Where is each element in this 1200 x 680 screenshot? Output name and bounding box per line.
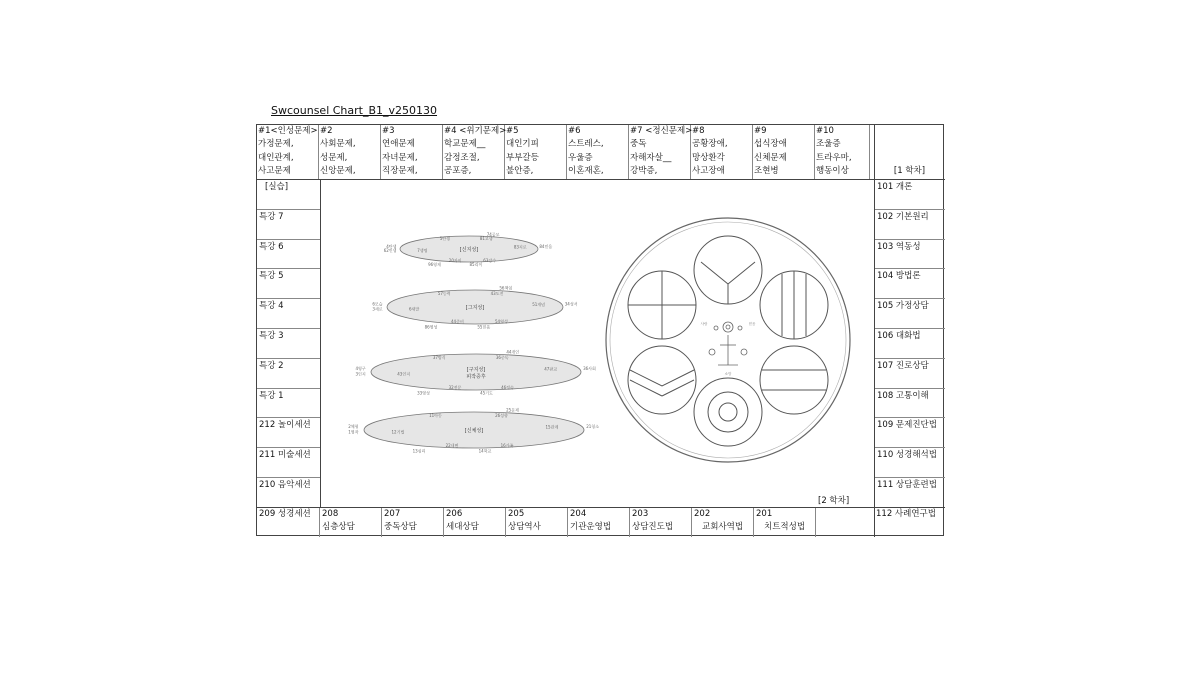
top-cell-line: 연애문제 xyxy=(382,139,415,150)
ellipse-tag: 4탄생 xyxy=(386,244,397,250)
ellipse-tag: 2체형 xyxy=(348,424,359,430)
ellipse-tag: 47판교 xyxy=(544,366,558,372)
ellipse-tag: 43도전 xyxy=(490,290,504,296)
top-cell-line: 자녀문제, xyxy=(382,152,418,163)
bottom-cell xyxy=(382,508,444,537)
top-cell-line: 사고문제 xyxy=(258,165,291,176)
bottom-cell-line: 205 xyxy=(508,509,525,519)
ellipse-label: [신체성] xyxy=(464,428,484,434)
ellipse-tag: 12기법 xyxy=(391,429,405,435)
ellipse-group xyxy=(348,231,599,454)
big-circle-diagram xyxy=(606,218,850,462)
top-cell-line: 신체문제 xyxy=(754,152,787,163)
left-cell: 특강 4 xyxy=(257,299,320,329)
bottom-cell-line: 204 xyxy=(570,509,587,519)
top-cell-line: #3 xyxy=(382,126,395,136)
ellipse-tag: 3새로 xyxy=(372,306,383,312)
bottom-cell-line: 상담진도법 xyxy=(632,522,674,532)
top-cell xyxy=(567,125,629,179)
right-cell: 102 기본원리 xyxy=(875,210,945,240)
ellipse-tag: 16가족 xyxy=(500,443,514,449)
left-cell: 특강 3 xyxy=(257,329,320,359)
right-cell: 111 상담훈련법 xyxy=(875,478,945,508)
ellipse-tag: 54영성 xyxy=(494,319,508,325)
ellipse-tag: 46정숙 xyxy=(501,385,514,391)
ellipse-tag: 55믿음 xyxy=(477,324,491,330)
top-cell-line: #9 xyxy=(754,126,767,136)
top-cell-line: #5 xyxy=(506,126,519,136)
right-cell: 108 고통이해 xyxy=(875,389,945,419)
ellipse-label: [그지성] xyxy=(465,305,485,311)
top-cell-line: 불안증, xyxy=(506,165,534,176)
ellipse-tag: 14학교 xyxy=(478,448,492,454)
small-circle-lower-left xyxy=(628,346,696,414)
right-cell: 107 진로상담 xyxy=(875,359,945,389)
right-cell: 110 성경해석법 xyxy=(875,448,945,478)
ellipse-tag: 13심리 xyxy=(412,448,426,454)
top-cell-line: #1<인성문제> xyxy=(258,126,318,136)
ellipse-tag: 5탄생 xyxy=(439,236,450,242)
bottom-cell-line: [2 학차] xyxy=(818,496,850,506)
ellipse-tag: 4영구 xyxy=(355,366,366,372)
left-cell: [실습] xyxy=(257,180,320,210)
bottom-cell-line: 203 xyxy=(632,509,649,519)
top-cell-line: #6 xyxy=(568,126,581,136)
corner-label: [1 학차] xyxy=(893,166,926,176)
right-cell: 101 개론 xyxy=(875,180,945,210)
top-cell-line: 트라우마, xyxy=(816,152,852,163)
top-cell-line: 가정문제, xyxy=(258,139,294,150)
ellipse-tag: 20자이 xyxy=(448,257,462,263)
ellipse-block xyxy=(384,231,553,267)
ellipse-tag: 43인지 xyxy=(397,371,411,377)
right-cell: 106 대화법 xyxy=(875,329,945,359)
ellipse-tag: 36중독 xyxy=(495,354,509,360)
ellipse-tag: 6모습 xyxy=(372,301,383,307)
center-cluster-label: 사랑 xyxy=(700,322,708,326)
center-diagram xyxy=(320,180,874,507)
top-cell-line: 섭식장애 xyxy=(754,139,787,150)
bottom-cell-line: 201 xyxy=(756,509,773,519)
top-cell-line: 공포증, xyxy=(444,165,472,176)
top-cell-line: 사회문제, xyxy=(320,139,356,150)
ellipse-block xyxy=(372,285,577,330)
ellipse-tag: 11아동 xyxy=(429,412,442,418)
bottom-cell-line: 206 xyxy=(446,509,463,519)
ellipse-block xyxy=(348,406,599,453)
top-cell xyxy=(443,125,505,179)
left-cell: 210 음악세션 xyxy=(257,478,320,508)
center-cross-icon xyxy=(709,322,747,365)
top-cell xyxy=(815,125,870,179)
ellipse-tag: 26성향 xyxy=(495,412,508,418)
bottom-cell xyxy=(816,496,874,537)
top-cell-line: 우울증 xyxy=(568,152,593,163)
top-cell xyxy=(381,125,443,179)
top-cell-line: 스트레스, xyxy=(568,139,604,150)
chart-title: Swcounsel Chart_B1_v250130 xyxy=(271,104,438,117)
bottom-cell-line: 207 xyxy=(384,509,401,519)
bottom-cell-line: 교회사역법 xyxy=(702,522,744,532)
top-cell xyxy=(629,125,691,179)
ellipse-tag: 34성서 xyxy=(564,301,578,307)
bottom-cell-line: 치트적성법 xyxy=(764,522,806,532)
bottom-cell-line: 208 xyxy=(322,509,339,519)
bottom-cell-line: 심층상담 xyxy=(322,522,355,532)
ellipse-block xyxy=(355,348,596,395)
bottom-cell-line: 중독상담 xyxy=(384,522,417,532)
small-circle-upper-right xyxy=(760,271,828,339)
top-cell-line: 직장문제, xyxy=(382,165,418,176)
ellipse-tag: 56책임 xyxy=(499,285,513,291)
top-cell-line: 강박증, xyxy=(630,165,658,176)
ellipse-tag: 62인생 xyxy=(383,248,397,254)
small-circle-upper-left xyxy=(628,271,696,339)
footer-divider xyxy=(257,507,945,508)
bottom-cell xyxy=(754,508,816,537)
ellipse-tag: 63장수 xyxy=(483,257,497,263)
ellipse-tag: 1영작 xyxy=(348,429,359,435)
left-cell: 특강 2 xyxy=(257,359,320,389)
top-cell-line: 행동이상 xyxy=(816,165,849,176)
left-cell: 특강 7 xyxy=(257,210,320,240)
top-cell xyxy=(319,125,381,179)
small-circle-lower-right xyxy=(760,346,828,414)
bottom-cell xyxy=(568,508,630,537)
ellipse-tag: 81고생 xyxy=(479,236,493,242)
top-cell-line: 공황장애, xyxy=(692,139,728,150)
right-cell: 105 가정상담 xyxy=(875,299,945,329)
ellipse-tag: 22내면 xyxy=(445,443,459,449)
top-cell-line: #8 xyxy=(692,126,705,136)
top-cell-line: 대인기피 xyxy=(506,139,539,150)
bottom-cell xyxy=(630,508,692,537)
right-cell: 109 문제진단법 xyxy=(875,418,945,448)
top-cell-line: 감정조절, xyxy=(444,152,480,163)
ellipse-sublabel: 피작증후 xyxy=(466,374,486,380)
ellipse-tag: 85리이 xyxy=(469,261,483,267)
ellipse-tag: 25문제 xyxy=(506,407,519,413)
left-cell: 특강 1 xyxy=(257,389,320,419)
top-cell-line: 사고장애 xyxy=(692,165,725,176)
top-cell-line: 대인관계, xyxy=(258,152,294,163)
ellipse-tag: 15관계 xyxy=(545,424,559,430)
ellipse-label: [신지성] xyxy=(459,247,479,253)
bottom-left-cell: 209 성경세션 xyxy=(257,507,320,537)
right-divider xyxy=(874,125,875,537)
top-cell-line: 부부갈등 xyxy=(506,152,539,163)
small-circle-top xyxy=(694,236,762,304)
small-circle-bottom xyxy=(694,378,762,446)
top-cell-line: 신앙문제, xyxy=(320,165,356,176)
ellipse-tag: 3인지 xyxy=(355,371,366,377)
top-cell-line: 조현병 xyxy=(754,165,779,176)
ellipse-tag: 44개인 xyxy=(506,349,520,355)
top-cell-line: 이혼재혼, xyxy=(568,165,604,176)
top-cell-line: #4 <위기문제> xyxy=(444,126,507,136)
left-cell: 특강 5 xyxy=(257,269,320,299)
center-cluster-label: 믿음 xyxy=(748,322,756,326)
ellipse-label: [구지성] xyxy=(466,367,486,373)
left-cell: 특강 6 xyxy=(257,240,320,270)
center-cluster-label: 소망 xyxy=(724,372,732,376)
ellipse-tag: 6새말 xyxy=(409,306,420,312)
ellipse-tag: 36사회 xyxy=(583,366,596,372)
bottom-cell-line: 기관운영법 xyxy=(570,522,612,532)
top-cell xyxy=(691,125,753,179)
left-cell: 212 놀이세션 xyxy=(257,418,320,448)
bottom-cell xyxy=(320,508,382,537)
ellipse-tag: 44준비 xyxy=(450,319,464,325)
top-cell-line: 학교문제__ xyxy=(444,139,486,150)
right-cell: 104 방법론 xyxy=(875,269,945,299)
ellipse-tag: 83지로 xyxy=(513,244,527,250)
top-cell-line: #7 <정신문제> xyxy=(630,126,693,136)
curriculum-chart xyxy=(256,124,944,536)
top-cell-line: #2 xyxy=(320,126,333,136)
bottom-cell xyxy=(444,508,506,537)
ellipse-tag: 7생명 xyxy=(417,248,428,254)
top-cell-line: 망상환각 xyxy=(692,152,725,163)
left-cell: 211 미술세션 xyxy=(257,448,320,478)
top-cell xyxy=(753,125,815,179)
ellipse-tag: 86영성 xyxy=(424,324,438,330)
bottom-cell-line: 세대상담 xyxy=(446,522,479,532)
top-cell-line: 자해자살__ xyxy=(630,152,672,163)
bottom-cell xyxy=(692,508,754,537)
ellipse-tag: 21청소 xyxy=(586,424,600,430)
ellipse-tag: 51개념 xyxy=(532,301,546,307)
top-cell-line: 조울증 xyxy=(816,139,841,150)
bottom-cell-line: 202 xyxy=(694,509,711,519)
ellipse-tag: 33영성 xyxy=(417,390,430,396)
top-cell xyxy=(505,125,567,179)
ellipse-tag: 32전문 xyxy=(448,385,462,391)
ellipse-tag: 45기도 xyxy=(480,390,493,396)
ellipse-tag: 84믿음 xyxy=(539,244,553,250)
bottom-right-cell: 112 사례연구법 xyxy=(876,509,936,519)
ellipse-tag: 37방식 xyxy=(432,354,446,360)
ellipse-tag: 74공모 xyxy=(486,232,500,238)
right-cell: 103 역동성 xyxy=(875,240,945,270)
top-cell-line: #10 xyxy=(816,126,834,136)
ellipse-tag: 96영재 xyxy=(428,261,441,267)
top-cell xyxy=(257,125,319,179)
bottom-cell xyxy=(506,508,568,537)
bottom-cell-line: 상담역사 xyxy=(508,522,541,532)
top-cell-line: 중독 xyxy=(630,139,647,150)
top-cell-line: 성문제, xyxy=(320,152,348,163)
ellipse-tag: 57능력 xyxy=(437,290,451,296)
